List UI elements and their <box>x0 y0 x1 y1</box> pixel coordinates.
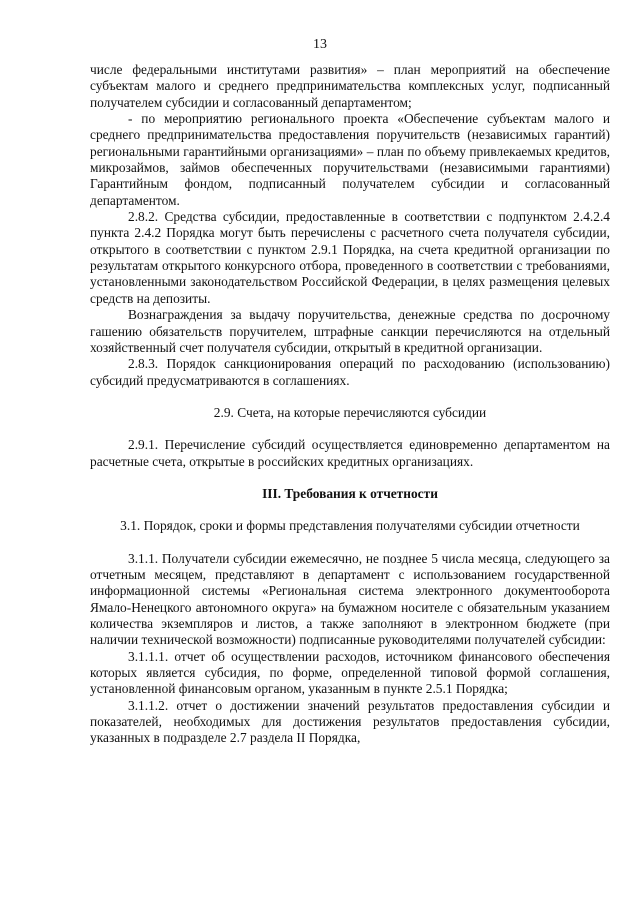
paragraph-3-1-1-2: 3.1.1.2. отчет о достижении значений результатов предоставления субсидии и показателей, необходимых для достижения результатов предоставления субсидии, указанных в подразделе 2.7 раздела II Порядка, <box>90 697 610 746</box>
heading-3-1: 3.1. Порядок, сроки и формы представления получателями субсидии отчетности <box>120 518 580 534</box>
paragraph-2-8-2: 2.8.2. Средства субсидии, предоставленные в соответствии с подпунктом 2.4.2.4 пункта 2.4.2 Порядка могут быть перечислены с расчетного счета получателя субсидии, открытого в соответствии с пунктом 2.9.1 Порядка, на счета кредитной организации по результатам открытого конкурсного отбора, проведенного в соответствии с требованиями, установленными законодательством Российской Федерации, в целях размещения целевых средств на депозиты. <box>90 209 610 306</box>
document-body <box>90 62 610 747</box>
paragraph-2-8-3: 2.8.3. Порядок санкционирования операций по расходованию (использованию) субсидий предусматриваются в соглашениях. <box>90 356 610 388</box>
paragraph-remuneration: Вознаграждения за выдачу поручительства, денежные средства по досрочному гашению обязательств поручителем, штрафные санкции перечисляются на отдельный хозяйственный счет получателя субсидии, открытый в кредитной организации. <box>90 307 610 355</box>
heading-section-3: III. Требования к отчетности <box>262 485 438 501</box>
paragraph-3-1-1-1: 3.1.1.1. отчет об осуществлении расходов, источником финансового обеспечения которых является субсидия, по форме, определенной типовой формой соглашения, установленной финансовым органом, указанным в пункте 2.5.1 Порядка; <box>90 648 610 697</box>
paragraph-continuation: числе федеральными институтами развития» – план мероприятий на обеспечение субъектам малого и среднего предпринимательства комплексных услуг, подписанный получателем субсидии и согласованный департаментом; <box>90 62 610 110</box>
paragraph-3-1-1: 3.1.1. Получатели субсидии ежемесячно, не позднее 5 числа месяца, следующего за отчетным месяцем, представляют в департамент с использованием государственной информационной системы «Региональная система электронного документооборота Ямало-Ненецкого автономного округа» на бумажном носителе с обязательным указанием количества экземпляров и листов, а также заполняют в электронном бюджете (при наличии технической возможности) подписанные руководителями получателей субсидии: <box>90 550 610 648</box>
page-number: 13 <box>313 37 327 52</box>
heading-2-9: 2.9. Счета, на которые перечисляются субсидии <box>213 404 487 420</box>
paragraph-regional-project: - по мероприятию регионального проекта «Обеспечение субъектам малого и среднего предпринимательства предоставления поручительств (независимых гарантий) региональными гарантийными организациями» – план по объему привлекаемых кредитов, микрозаймов, займов обеспеченных поручительствами (независимыми гарантиями) Гарантийным фондом, подписанный получателем субсидии и согласованный департаментом. <box>90 111 610 208</box>
paragraph-2-9-1: 2.9.1. Перечисление субсидий осуществляется единовременно департаментом на расчетные счета, открытые в российских кредитных организациях. <box>90 437 610 469</box>
